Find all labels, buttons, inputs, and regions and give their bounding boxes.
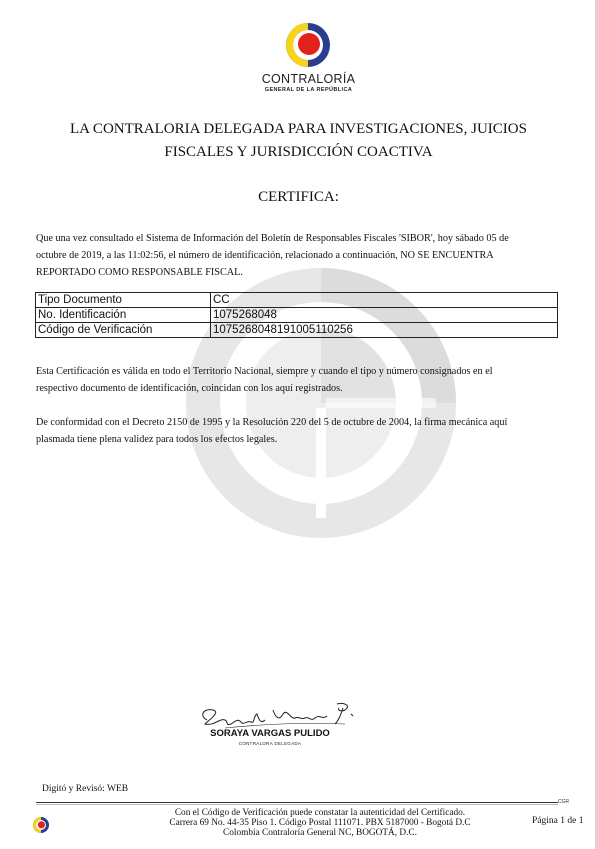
table-label: No. Identificación: [36, 308, 211, 323]
footer-line-1: Con el Código de Verificación puede constatar la autenticidad del Certificado.: [174, 808, 466, 818]
decree-line-2: plasmada tiene plena validez para todos los efectos legales.: [36, 434, 278, 445]
page-number: Página 1 de 1: [532, 816, 584, 826]
footer-line-3: Colombia Contraloría General NC, BOGOTÁ, D.C.: [223, 828, 417, 838]
digito-text: Digitó y Revisó: WEB: [42, 784, 129, 794]
certifica-heading: CERTIFICA:: [258, 189, 339, 205]
footer-divider: [36, 802, 558, 803]
validity-line-1: Esta Certificación es válida en todo el Territorio Nacional, siempre y cuando el tipo y número consignados en el: [36, 366, 493, 377]
table-label: Código de Verificación: [36, 323, 211, 338]
table-value: CC: [211, 293, 558, 308]
intro-line-1: Que una vez consultado el Sistema de Información del Boletín de Responsables Fiscales 'SIBOR', hoy sábado 05 de: [36, 233, 509, 244]
footer-logo-icon: [32, 816, 50, 834]
cgr-label: CGR: [558, 799, 570, 805]
contraloria-logo-icon: [283, 20, 333, 70]
table-row: [36, 293, 558, 308]
footer-line-2: Carrera 69 No. 44-35 Piso 1. Código Postal 111071. PBX 5187000 - Bogotá D.C: [169, 818, 471, 828]
decree-paragraph: [36, 414, 558, 448]
signatory-name: SORAYA VARGAS PULIDO: [210, 728, 330, 739]
document-title: [40, 118, 557, 164]
decree-line-1: De conformidad con el Decreto 2150 de 1995 y la Resolución 220 del 5 de octubre de 2004, la firma mecánica aquí: [36, 417, 508, 428]
table-row: [36, 323, 558, 338]
title-line-2: FISCALES Y JURISDICCIÓN COACTIVA: [164, 144, 433, 160]
table-value: 1075268048191005110256: [211, 323, 558, 338]
table-label: Tipo Documento: [36, 293, 211, 308]
intro-paragraph: [36, 230, 558, 281]
brand-name: CONTRALORÍA: [261, 72, 356, 86]
identification-table: [35, 292, 558, 338]
title-line-1: LA CONTRALORIA DELEGADA PARA INVESTIGACIONES, JUICIOS: [70, 121, 527, 137]
footer-divider-light: [36, 804, 558, 805]
validity-paragraph: [36, 363, 558, 397]
intro-line-3: REPORTADO COMO RESPONSABLE FISCAL.: [36, 267, 243, 278]
validity-line-2: respectivo documento de identificación, coincidan con los aquí registrados.: [36, 383, 343, 394]
signatory-role: CONTRALORA DELEGADA: [238, 741, 302, 746]
table-value: 1075268048: [211, 308, 558, 323]
table-row: [36, 308, 558, 323]
intro-line-2: octubre de 2019, a las 11:02:56, el número de identificación, relacionado a continuación, NO SE ENCUENTRA: [36, 250, 494, 261]
brand-subtitle: GENERAL DE LA REPÚBLICA: [264, 87, 353, 93]
